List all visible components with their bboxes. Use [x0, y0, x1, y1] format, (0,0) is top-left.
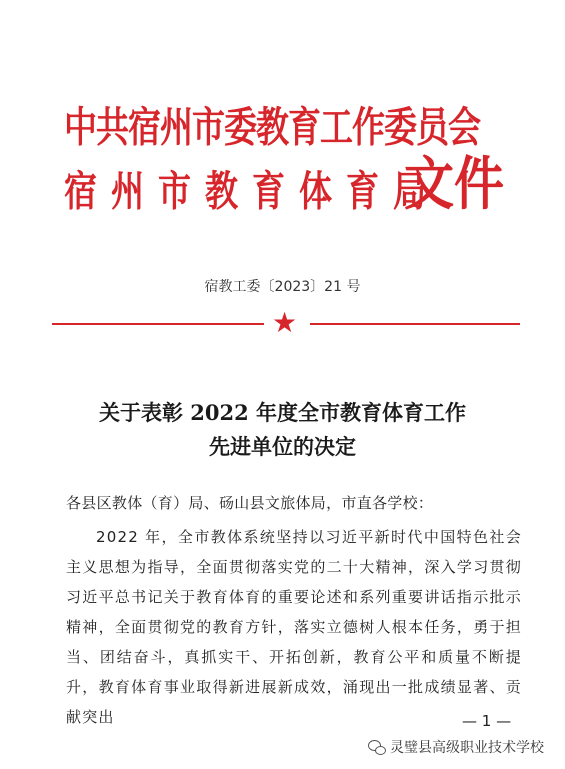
document-body	[66, 488, 522, 732]
document-label: 文件	[404, 149, 504, 218]
page-number: — 1 —	[462, 712, 512, 730]
org-name-party-committee: 中共宿州市委教育工作委员会	[64, 102, 480, 152]
red-separator	[52, 306, 520, 339]
star-icon: ★	[272, 306, 298, 339]
title-line-1: 关于表彰 2022 年度全市教育体育工作	[98, 400, 467, 425]
separator-line-right	[310, 323, 520, 325]
title-line-2: 先进单位的决定	[209, 434, 356, 459]
addressee: 各县区教体（育）局、砀山县文旅体局，市直各学校：	[66, 494, 434, 512]
wechat-icon	[368, 739, 386, 755]
document-title	[0, 396, 565, 464]
separator-line-left	[52, 323, 264, 325]
org-name-education-bureau: 宿州市教育体育局	[64, 166, 440, 216]
body-paragraph: 2022 年，全市教体系统坚持以习近平新时代中国特色社会主义思想为指导，全面贯彻落实党的二十大精神，深入学习贯彻习近平总书记关于教育体育的重要论述和系列重要讲话指示批示精神，全面贯彻党的教育方针，落实立德树人根本任务，勇于担当、团结奋斗，真抓实干、开拓创新，教育公平和质量不断提升，教育体育事业取得新进展新成效，涌现出一批成绩显著、贡献突出	[66, 528, 522, 726]
document-number: 宿教工委〔2023〕21 号	[204, 279, 361, 295]
watermark-text: 灵璧县高级职业技术学校	[390, 740, 544, 756]
watermark	[364, 735, 548, 759]
